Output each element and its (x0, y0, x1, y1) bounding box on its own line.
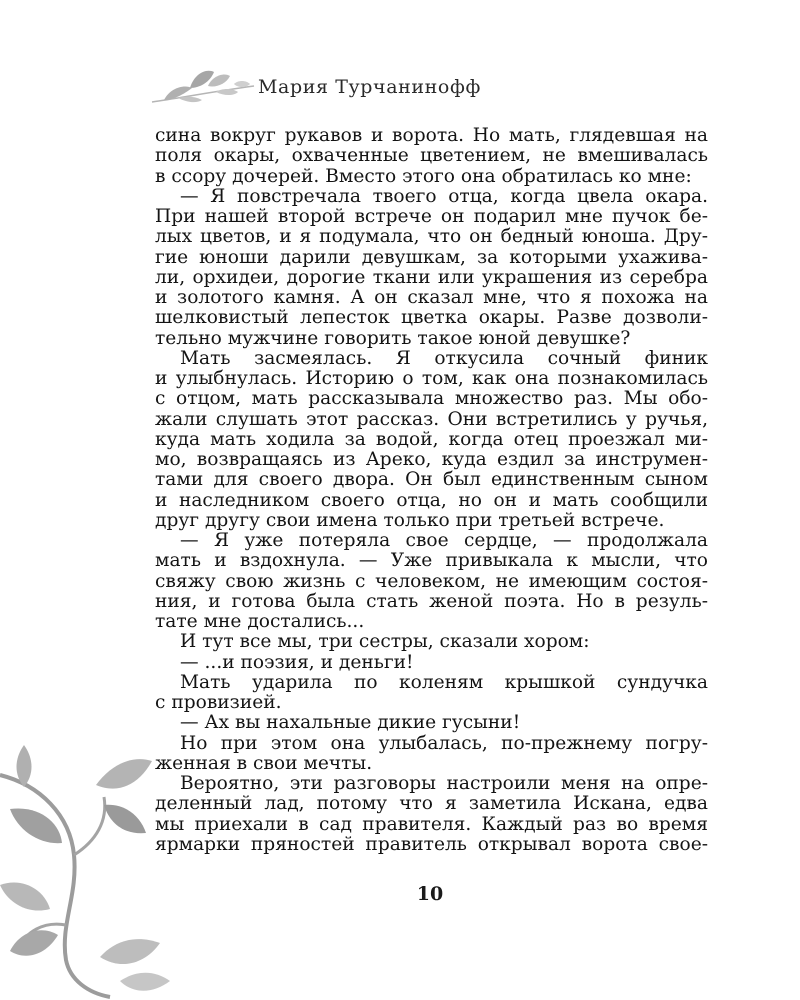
text-line: жали слушать этот рассказ. Они встретились у ручья, (155, 409, 708, 430)
text-line: ния, и готова была стать женой поэта. Но в резуль- (155, 591, 708, 612)
text-line: с отцом, мать рассказывала множество раз. Мы обо- (155, 389, 708, 410)
body-text (155, 126, 708, 855)
text-line: мать и вздохнула. — Уже привыкала к мысли, что (155, 551, 708, 572)
text-line: лых цветов, и я подумала, что он бедный юноша. Дру- (155, 227, 708, 248)
text-line: гие юноши дарили девушкам, за которыми ухажива- (155, 247, 708, 268)
text-line: куда мать ходила за водой, когда отец проезжал ми- (155, 429, 708, 450)
text-line: — Я повстречала твоего отца, когда цвела окара. (180, 186, 708, 207)
text-line: и наследником своего отца, но он и мать сообщили (155, 490, 708, 511)
text-line: — ...и поэзия, и деньги! (180, 652, 414, 673)
text-line: шелковистый лепесток цветка окары. Разве дозволи- (155, 308, 708, 329)
text-line: тате мне достались... (155, 612, 365, 632)
text-line: Но при этом она улыбалась, по-прежнему погру- (180, 733, 708, 754)
text-line: — Ах вы нахальные дикие гусыни! (180, 713, 521, 734)
vine-leaves-icon (0, 745, 175, 1000)
text-line: Мать засмеялась. Я откусила сочный финик (180, 348, 708, 369)
text-line: поля окары, охваченные цветением, не вмешивалась (155, 146, 708, 167)
text-line: ярмарки пряностей правитель открывал ворота свое- (155, 834, 708, 855)
text-line: тами для своего двора. Он был единственным сыном (155, 470, 708, 491)
text-line: женная в свои мечты. (155, 753, 373, 774)
text-line: свяжу свою жизнь с человеком, не имеющим состоя- (155, 571, 708, 592)
leaf-sprig-icon (150, 62, 260, 110)
text-line: с провизией. (155, 693, 282, 713)
text-line: Мать ударила по коленям крышкой сундучка (180, 672, 708, 693)
text-line: в ссору дочерей. Вместо этого она обратилась ко мне: (155, 166, 692, 187)
text-line: сина вокруг рукавов и ворота. Но мать, глядевшая на (155, 126, 708, 146)
text-line: мо, возвращаясь из Ареко, куда ездил за инструмен- (155, 450, 708, 470)
text-line: ли, орхидеи, дорогие ткани или украшения из серебра (155, 267, 708, 288)
text-line: деленный лад, потому что я заметила Искана, едва (155, 794, 708, 815)
text-line: друг другу свои имена только при третьей встрече. (155, 510, 665, 531)
text-line: мы приехали в сад правителя. Каждый раз во время (155, 814, 708, 835)
text-line: И тут все мы, три сестры, сказали хором: (180, 632, 590, 653)
author-name: Мария Турчанинофф (258, 76, 481, 98)
text-line: Вероятно, эти разговоры настроили меня на опре- (180, 774, 708, 794)
page-number: 10 (416, 883, 444, 905)
text-line: тельно мужчине говорить такое юной девушке? (155, 328, 631, 349)
text-line: и улыбнулась. Историю о том, как она познакомилась (155, 369, 708, 389)
text-line: и золотого камня. А он сказал мне, что я похожа на (155, 288, 708, 308)
running-header (150, 62, 570, 110)
text-line: При нашей второй встрече он подарил мне пучок бе- (155, 207, 708, 227)
text-line: — Я уже потеряла свое сердце, — продолжала (180, 531, 708, 551)
